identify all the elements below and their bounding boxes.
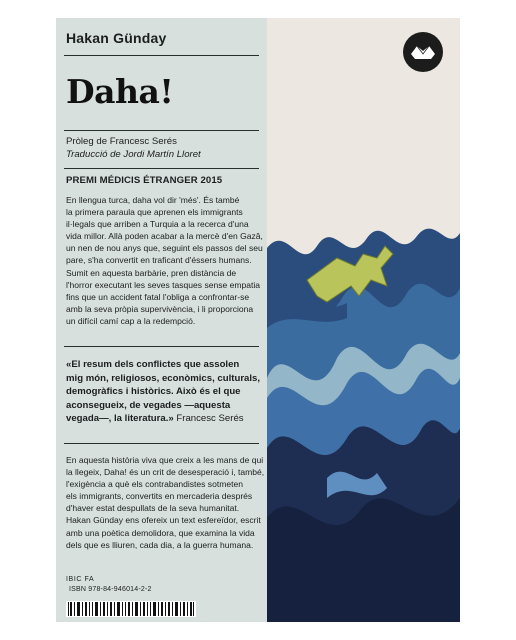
- quote-line: mig món, religiosos, econòmics, culturals,: [66, 372, 261, 384]
- quote-line: «El resum dels conflictes que assolen: [66, 359, 240, 370]
- review-line: d'haver estat despullats de la seva humanitat.: [66, 503, 240, 514]
- divider: [64, 346, 259, 347]
- review: [66, 454, 265, 551]
- review-line: dels que es lliuren, cada dia, a la guerra humana.: [66, 539, 254, 550]
- synopsis-line: un difícil camí cap a la redempció.: [66, 315, 196, 326]
- quote-line: vegada—, la literatura.»: [66, 413, 174, 425]
- synopsis-line: fins que un accident fatal l'obliga a confrontar-se: [66, 291, 250, 302]
- ibic-code: IBIC FA: [66, 576, 95, 583]
- prologue-credit: Pròleg de Francesc Serés: [66, 136, 177, 147]
- book-back-cover: [56, 18, 460, 622]
- divider: [64, 168, 259, 169]
- synopsis-line: amb la seva pròpia supervivència, i li proporciona: [66, 303, 254, 314]
- synopsis-line: la primera paraula que aprenen els immigrants: [66, 207, 243, 218]
- divider: [64, 55, 259, 56]
- review-line: els immigrants, convertits en mercaderia després: [66, 491, 253, 502]
- press-quote: [66, 358, 264, 426]
- translation-credit: Traducció de Jordi Martín Lloret: [66, 149, 201, 160]
- text-panel: [56, 18, 267, 622]
- wave-layer: [267, 498, 460, 622]
- synopsis-line: En llengua turca, daha vol dir 'més'. És també: [66, 195, 240, 205]
- divider: [64, 130, 259, 131]
- synopsis-line: vida millor. Allà poden acabar a la mercè d'en Gazâ,: [66, 231, 263, 242]
- isbn-text: ISBN 978-84-946014-2-2: [69, 586, 152, 593]
- review-line: l'exigència a què els contrabandistes sotmeten: [66, 479, 243, 490]
- review-line: amb una poètica demolidora, que examina la vida: [66, 527, 255, 538]
- waves-illustration: [267, 18, 460, 622]
- prize-label: PREMI MÉDICIS ÉTRANGER 2015: [66, 175, 223, 186]
- paper-boat-icon: [403, 32, 443, 72]
- quote-line: aconsegueix, de vegades —aquesta: [66, 399, 231, 411]
- author-name: Hakan Günday: [66, 30, 167, 46]
- review-line: la llegeix, Daha! és un crit de desesperació i, també,: [66, 467, 265, 478]
- cover-artwork: [267, 18, 460, 622]
- synopsis-line: l'horror executant les seves tasques sense empatia: [66, 279, 261, 290]
- quote-attribution: Francesc Serés: [176, 413, 244, 425]
- quote-line: demogràfics i històrics. Això és el que: [66, 386, 241, 398]
- synopsis-line: il·legals que arriben a Turquia a la recerca d'una: [66, 219, 249, 230]
- synopsis: [66, 194, 261, 327]
- synopsis-line: un nen de nou anys que, seguint els passos del seu: [66, 243, 263, 254]
- synopsis-line: pare, s'ha convertit en traficant d'éssers humans.: [66, 255, 252, 266]
- barcode: [66, 601, 196, 617]
- review-line: Hakan Günday ens ofereix un text esfereïdor, escrit: [66, 515, 261, 526]
- synopsis-line: Sumit en aquesta barbàrie, pren distància de: [66, 267, 237, 278]
- review-line: En aquesta història viva que creix a les mans de qui: [66, 455, 264, 465]
- divider: [64, 443, 259, 444]
- book-title: Daha!: [66, 72, 174, 111]
